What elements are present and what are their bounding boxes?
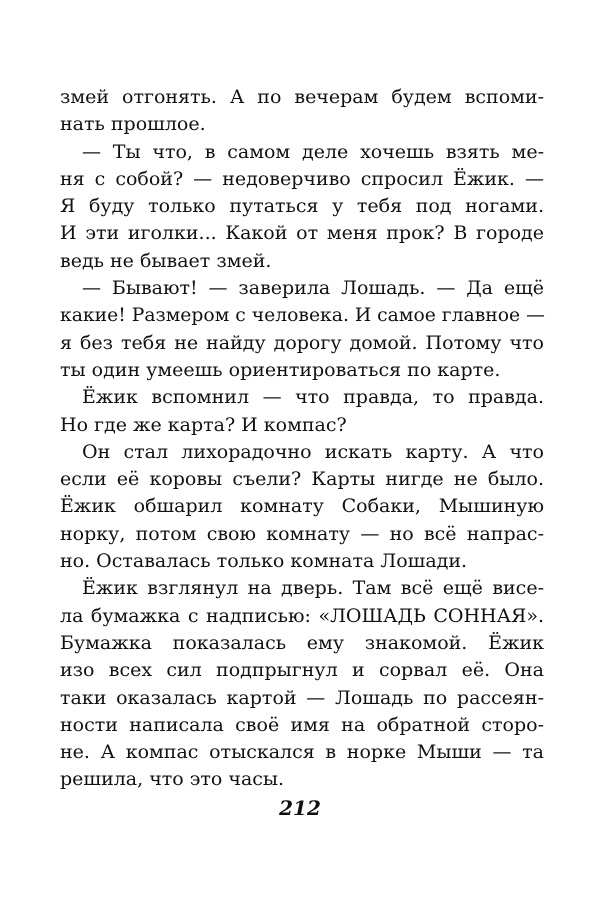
text-line: Ёжик обшарил комнату Собаки, Мышиную [60, 495, 544, 518]
text-line: какие! Размером с человека. И самое главное — [60, 305, 545, 327]
text-line: — Бывают! — заверила Лошадь. — Да ещё [82, 277, 544, 300]
text-line: ня с собой? — недоверчиво спросил Ёжик. — [60, 167, 544, 190]
text-line: ности написала своё имя на обратной сторо- [60, 713, 544, 736]
text-line: норку, потом свою комнату — но всё напрас- [60, 522, 544, 545]
text-line: Но где же карта? И компас? [60, 413, 347, 436]
text-line: изо всех сил подпрыгнул и сорвал её. Она [60, 659, 544, 682]
text-line: нать прошлое. [60, 113, 206, 136]
text-line: не. А компас отыскался в норке Мыши — та [60, 741, 544, 764]
text-line: — Ты что, в самом деле хочешь взять ме- [82, 140, 544, 163]
text-line: если её коровы съели? Карты нигде не было. [60, 468, 544, 491]
text-line: ты один умеешь ориентироваться по карте. [60, 358, 501, 381]
text-line: Ёжик взглянул на дверь. Там всё ещё висе- [82, 577, 544, 600]
text-line: Бумажка показалась ему знакомой. Ёжик [60, 631, 544, 654]
text-line: И эти иголки... Какой от меня прок? В городе [60, 222, 544, 245]
text-line: таки оказалась картой — Лошадь по рассеян- [60, 686, 544, 709]
page-number: 212 [279, 796, 321, 820]
text-line: Я буду только путаться у тебя под ногами. [60, 195, 544, 218]
text-line: Ёжик вспомнил — что правда, то правда. [82, 386, 544, 409]
text-line: ведь не бывает змей. [60, 249, 272, 272]
text-line: змей отгонять. А по вечерам будем вспоми- [60, 86, 544, 108]
body-text [60, 84, 544, 794]
text-line: ла бумажка с надписью: «ЛОШАДЬ СОННАЯ». [60, 604, 544, 627]
text-line: Он стал лихорадочно искать карту. А что [82, 440, 544, 463]
text-line: решила, что это часы. [60, 768, 285, 791]
text-line: но. Оставалась только комната Лошади. [60, 550, 468, 573]
text-line: я без тебя не найду дорогу домой. Потому что [60, 331, 544, 354]
